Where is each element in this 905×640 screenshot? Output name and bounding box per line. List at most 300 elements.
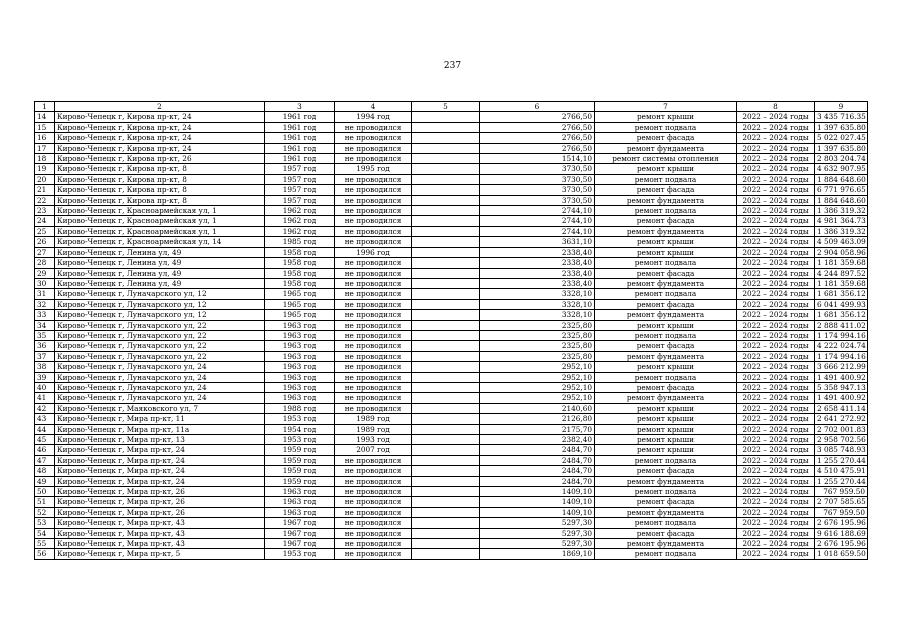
area-cell: 1514,10 [480,154,595,164]
last-repair-cell: не проводился [335,372,412,382]
table-row [35,320,868,330]
work-type-cell: ремонт подвала [595,206,737,216]
cost-cell: 6 041 499.93 [815,299,868,309]
table-row [35,382,868,392]
empty-cell [412,549,480,559]
build-year-cell: 1962 год [265,226,335,236]
area-cell: 2484,70 [480,455,595,465]
cost-cell: 2 707 585.65 [815,497,868,507]
table-row [35,206,868,216]
table-row [35,341,868,351]
table-row [35,362,868,372]
empty-cell [412,206,480,216]
row-number-cell: 42 [35,403,55,413]
build-year-cell: 1953 год [265,549,335,559]
header-cell: 8 [737,102,815,112]
build-year-cell: 1963 год [265,507,335,517]
empty-cell [412,403,480,413]
work-type-cell: ремонт крыши [595,445,737,455]
cost-cell: 6 771 976.65 [815,185,868,195]
last-repair-cell: не проводился [335,289,412,299]
address-cell: Кирово-Чепецк г, Красноармейская ул, 1 [55,216,265,226]
period-cell: 2022 – 2024 годы [737,455,815,465]
address-cell: Кирово-Чепецк г, Луначарского ул, 24 [55,382,265,392]
area-cell: 1409,10 [480,487,595,497]
area-cell: 2744,10 [480,216,595,226]
address-cell: Кирово-Чепецк г, Ленина ул, 49 [55,268,265,278]
work-type-cell: ремонт фундамента [595,351,737,361]
table-row [35,466,868,476]
cost-cell: 1 681 356.12 [815,310,868,320]
empty-cell [412,299,480,309]
empty-cell [412,112,480,122]
table-row [35,216,868,226]
row-number-cell: 44 [35,424,55,434]
row-number-cell: 30 [35,278,55,288]
last-repair-cell: не проводился [335,122,412,132]
header-row [35,102,868,112]
work-type-cell: ремонт подвала [595,487,737,497]
empty-cell [412,528,480,538]
build-year-cell: 1963 год [265,320,335,330]
build-year-cell: 1953 год [265,435,335,445]
period-cell: 2022 – 2024 годы [737,382,815,392]
build-year-cell: 1959 год [265,466,335,476]
table-row [35,143,868,153]
area-cell: 2175,70 [480,424,595,434]
table-row [35,310,868,320]
build-year-cell: 1967 год [265,518,335,528]
last-repair-cell: не проводился [335,393,412,403]
period-cell: 2022 – 2024 годы [737,237,815,247]
area-cell: 2338,40 [480,247,595,257]
table-row [35,445,868,455]
row-number-cell: 47 [35,455,55,465]
period-cell: 2022 – 2024 годы [737,476,815,486]
area-cell: 2325,80 [480,330,595,340]
address-cell: Кирово-Чепецк г, Луначарского ул, 24 [55,393,265,403]
row-number-cell: 49 [35,476,55,486]
registry-table [34,101,868,560]
area-cell: 1869,10 [480,549,595,559]
area-cell: 2338,40 [480,268,595,278]
area-cell: 5297,30 [480,539,595,549]
build-year-cell: 1957 год [265,195,335,205]
period-cell: 2022 – 2024 годы [737,258,815,268]
cost-cell: 4 509 463.09 [815,237,868,247]
work-type-cell: ремонт крыши [595,164,737,174]
row-number-cell: 45 [35,435,55,445]
area-cell: 2325,80 [480,320,595,330]
work-type-cell: ремонт подвала [595,258,737,268]
period-cell: 2022 – 2024 годы [737,268,815,278]
address-cell: Кирово-Чепецк г, Луначарского ул, 22 [55,341,265,351]
last-repair-cell: не проводился [335,195,412,205]
header-cell: 6 [480,102,595,112]
work-type-cell: ремонт крыши [595,424,737,434]
work-type-cell: ремонт подвала [595,455,737,465]
area-cell: 2766,50 [480,133,595,143]
cost-cell: 2 676 195.96 [815,518,868,528]
cost-cell: 767 959.50 [815,507,868,517]
empty-cell [412,487,480,497]
build-year-cell: 1963 год [265,497,335,507]
work-type-cell: ремонт фундамента [595,507,737,517]
build-year-cell: 1963 год [265,393,335,403]
period-cell: 2022 – 2024 годы [737,424,815,434]
area-cell: 2325,80 [480,341,595,351]
last-repair-cell: не проводился [335,154,412,164]
work-type-cell: ремонт фундамента [595,393,737,403]
build-year-cell: 1963 год [265,487,335,497]
address-cell: Кирово-Чепецк г, Мира пр-кт, 11 [55,414,265,424]
period-cell: 2022 – 2024 годы [737,466,815,476]
last-repair-cell: не проводился [335,258,412,268]
area-cell: 1409,10 [480,497,595,507]
work-type-cell: ремонт крыши [595,435,737,445]
table-row [35,185,868,195]
period-cell: 2022 – 2024 годы [737,299,815,309]
empty-cell [412,382,480,392]
table-row [35,237,868,247]
empty-cell [412,143,480,153]
period-cell: 2022 – 2024 годы [737,351,815,361]
build-year-cell: 1963 год [265,341,335,351]
address-cell: Кирово-Чепецк г, Луначарского ул, 12 [55,289,265,299]
header-cell: 2 [55,102,265,112]
page-number: 237 [443,61,462,71]
work-type-cell: ремонт подвала [595,372,737,382]
work-type-cell: ремонт фасада [595,268,737,278]
period-cell: 2022 – 2024 годы [737,528,815,538]
address-cell: Кирово-Чепецк г, Мира пр-кт, 43 [55,528,265,538]
period-cell: 2022 – 2024 годы [737,310,815,320]
empty-cell [412,237,480,247]
period-cell: 2022 – 2024 годы [737,206,815,216]
period-cell: 2022 – 2024 годы [737,445,815,455]
build-year-cell: 1965 год [265,299,335,309]
period-cell: 2022 – 2024 годы [737,414,815,424]
table-row [35,507,868,517]
table-row [35,455,868,465]
empty-cell [412,341,480,351]
period-cell: 2022 – 2024 годы [737,112,815,122]
period-cell: 2022 – 2024 годы [737,185,815,195]
row-number-cell: 38 [35,362,55,372]
row-number-cell: 51 [35,497,55,507]
area-cell: 2382,40 [480,435,595,445]
address-cell: Кирово-Чепецк г, Луначарского ул, 24 [55,372,265,382]
cost-cell: 1 397 635.80 [815,122,868,132]
empty-cell [412,164,480,174]
row-number-cell: 14 [35,112,55,122]
cost-cell: 4 244 897.52 [815,268,868,278]
address-cell: Кирово-Чепецк г, Луначарского ул, 12 [55,310,265,320]
empty-cell [412,278,480,288]
build-year-cell: 1958 год [265,278,335,288]
address-cell: Кирово-Чепецк г, Красноармейская ул, 1 [55,206,265,216]
area-cell: 2766,50 [480,143,595,153]
build-year-cell: 1963 год [265,372,335,382]
empty-cell [412,351,480,361]
last-repair-cell: не проводился [335,320,412,330]
period-cell: 2022 – 2024 годы [737,216,815,226]
area-cell: 3631,10 [480,237,595,247]
work-type-cell: ремонт фундамента [595,278,737,288]
build-year-cell: 1957 год [265,185,335,195]
table-row [35,278,868,288]
area-cell: 3730,50 [480,164,595,174]
empty-cell [412,518,480,528]
last-repair-cell: не проводился [335,549,412,559]
period-cell: 2022 – 2024 годы [737,133,815,143]
empty-cell [412,174,480,184]
work-type-cell: ремонт фасада [595,185,737,195]
row-number-cell: 46 [35,445,55,455]
empty-cell [412,268,480,278]
build-year-cell: 1959 год [265,445,335,455]
last-repair-cell: не проводился [335,351,412,361]
address-cell: Кирово-Чепецк г, Мира пр-кт, 24 [55,476,265,486]
build-year-cell: 1953 год [265,414,335,424]
table-row [35,393,868,403]
last-repair-cell: не проводился [335,487,412,497]
empty-cell [412,226,480,236]
row-number-cell: 20 [35,174,55,184]
period-cell: 2022 – 2024 годы [737,487,815,497]
row-number-cell: 48 [35,466,55,476]
cost-cell: 5 022 027.45 [815,133,868,143]
last-repair-cell: не проводился [335,299,412,309]
address-cell: Кирово-Чепецк г, Мира пр-кт, 43 [55,518,265,528]
period-cell: 2022 – 2024 годы [737,195,815,205]
work-type-cell: ремонт крыши [595,237,737,247]
address-cell: Кирово-Чепецк г, Кирова пр-кт, 8 [55,174,265,184]
period-cell: 2022 – 2024 годы [737,435,815,445]
build-year-cell: 1963 год [265,351,335,361]
table-row [35,414,868,424]
work-type-cell: ремонт фасада [595,216,737,226]
address-cell: Кирово-Чепецк г, Маяковского ул, 7 [55,403,265,413]
row-number-cell: 41 [35,393,55,403]
work-type-cell: ремонт фундамента [595,476,737,486]
last-repair-cell: не проводился [335,133,412,143]
area-cell: 3730,50 [480,195,595,205]
empty-cell [412,289,480,299]
work-type-cell: ремонт фасада [595,528,737,538]
address-cell: Кирово-Чепецк г, Кирова пр-кт, 8 [55,195,265,205]
row-number-cell: 22 [35,195,55,205]
cost-cell: 1 491 400.92 [815,372,868,382]
table-body [35,102,868,560]
period-cell: 2022 – 2024 годы [737,497,815,507]
address-cell: Кирово-Чепецк г, Луначарского ул, 22 [55,351,265,361]
cost-cell: 2 702 001.83 [815,424,868,434]
last-repair-cell: не проводился [335,403,412,413]
row-number-cell: 19 [35,164,55,174]
period-cell: 2022 – 2024 годы [737,372,815,382]
row-number-cell: 27 [35,247,55,257]
cost-cell: 1 181 359.68 [815,278,868,288]
area-cell: 2952,10 [480,382,595,392]
last-repair-cell: не проводился [335,382,412,392]
last-repair-cell: не проводился [335,143,412,153]
address-cell: Кирово-Чепецк г, Луначарского ул, 22 [55,330,265,340]
empty-cell [412,466,480,476]
cost-cell: 1 386 319.32 [815,206,868,216]
address-cell: Кирово-Чепецк г, Кирова пр-кт, 26 [55,154,265,164]
empty-cell [412,372,480,382]
work-type-cell: ремонт фундамента [595,539,737,549]
table-row [35,154,868,164]
empty-cell [412,539,480,549]
build-year-cell: 1965 год [265,289,335,299]
header-cell: 1 [35,102,55,112]
work-type-cell: ремонт подвала [595,330,737,340]
cost-cell: 2 803 204.74 [815,154,868,164]
address-cell: Кирово-Чепецк г, Мира пр-кт, 26 [55,497,265,507]
last-repair-cell: не проводился [335,216,412,226]
row-number-cell: 29 [35,268,55,278]
period-cell: 2022 – 2024 годы [737,122,815,132]
address-cell: Кирово-Чепецк г, Кирова пр-кт, 8 [55,164,265,174]
cost-cell: 1 174 994.16 [815,330,868,340]
row-number-cell: 37 [35,351,55,361]
area-cell: 2766,50 [480,122,595,132]
table-row [35,174,868,184]
row-number-cell: 34 [35,320,55,330]
last-repair-cell: 1994 год [335,112,412,122]
build-year-cell: 1965 год [265,310,335,320]
row-number-cell: 54 [35,528,55,538]
row-number-cell: 50 [35,487,55,497]
header-cell: 7 [595,102,737,112]
last-repair-cell: не проводился [335,539,412,549]
header-cell: 4 [335,102,412,112]
cost-cell: 2 658 411.14 [815,403,868,413]
empty-cell [412,435,480,445]
table-row [35,247,868,257]
build-year-cell: 1959 год [265,476,335,486]
work-type-cell: ремонт фасада [595,341,737,351]
address-cell: Кирово-Чепецк г, Кирова пр-кт, 24 [55,133,265,143]
table-row [35,487,868,497]
work-type-cell: ремонт крыши [595,320,737,330]
work-type-cell: ремонт крыши [595,112,737,122]
build-year-cell: 1954 год [265,424,335,434]
work-type-cell: ремонт крыши [595,403,737,413]
work-type-cell: ремонт фундамента [595,226,737,236]
period-cell: 2022 – 2024 годы [737,143,815,153]
area-cell: 2484,70 [480,445,595,455]
table-row [35,258,868,268]
cost-cell: 1 255 270.44 [815,455,868,465]
empty-cell [412,497,480,507]
build-year-cell: 1961 год [265,133,335,143]
last-repair-cell: не проводился [335,362,412,372]
address-cell: Кирово-Чепецк г, Луначарского ул, 22 [55,320,265,330]
period-cell: 2022 – 2024 годы [737,247,815,257]
cost-cell: 1 018 659.50 [815,549,868,559]
address-cell: Кирово-Чепецк г, Красноармейская ул, 14 [55,237,265,247]
build-year-cell: 1958 год [265,258,335,268]
area-cell: 2338,40 [480,278,595,288]
cost-cell: 3 085 748.93 [815,445,868,455]
last-repair-cell: не проводился [335,174,412,184]
period-cell: 2022 – 2024 годы [737,330,815,340]
last-repair-cell: 1989 год [335,414,412,424]
cost-cell: 767 959.50 [815,487,868,497]
address-cell: Кирово-Чепецк г, Кирова пр-кт, 24 [55,112,265,122]
work-type-cell: ремонт системы отопления [595,154,737,164]
address-cell: Кирово-Чепецк г, Ленина ул, 49 [55,278,265,288]
row-number-cell: 18 [35,154,55,164]
empty-cell [412,414,480,424]
address-cell: Кирово-Чепецк г, Мира пр-кт, 24 [55,466,265,476]
area-cell: 2484,70 [480,476,595,486]
address-cell: Кирово-Чепецк г, Кирова пр-кт, 24 [55,122,265,132]
table-row [35,299,868,309]
area-cell: 2952,10 [480,362,595,372]
empty-cell [412,133,480,143]
last-repair-cell: не проводился [335,341,412,351]
address-cell: Кирово-Чепецк г, Мира пр-кт, 43 [55,539,265,549]
cost-cell: 1 681 356.12 [815,289,868,299]
area-cell: 2766,50 [480,112,595,122]
work-type-cell: ремонт крыши [595,247,737,257]
cost-cell: 2 904 058.96 [815,247,868,257]
empty-cell [412,507,480,517]
address-cell: Кирово-Чепецк г, Луначарского ул, 12 [55,299,265,309]
build-year-cell: 1961 год [265,122,335,132]
build-year-cell: 1961 год [265,143,335,153]
last-repair-cell: не проводился [335,507,412,517]
last-repair-cell: не проводился [335,476,412,486]
cost-cell: 3 666 212.99 [815,362,868,372]
table-row [35,351,868,361]
header-cell: 9 [815,102,868,112]
table-row [35,164,868,174]
last-repair-cell: 1996 год [335,247,412,257]
last-repair-cell: не проводился [335,185,412,195]
table-row [35,226,868,236]
period-cell: 2022 – 2024 годы [737,507,815,517]
table-row [35,195,868,205]
work-type-cell: ремонт фундамента [595,310,737,320]
empty-cell [412,185,480,195]
row-number-cell: 21 [35,185,55,195]
area-cell: 3328,10 [480,289,595,299]
work-type-cell: ремонт подвала [595,289,737,299]
table-row [35,112,868,122]
address-cell: Кирово-Чепецк г, Кирова пр-кт, 24 [55,143,265,153]
table-row [35,435,868,445]
row-number-cell: 26 [35,237,55,247]
address-cell: Кирово-Чепецк г, Мира пр-кт, 13 [55,435,265,445]
area-cell: 5297,30 [480,528,595,538]
table-row [35,133,868,143]
work-type-cell: ремонт фасада [595,497,737,507]
empty-cell [412,330,480,340]
cost-cell: 1 386 319.32 [815,226,868,236]
cost-cell: 2 641 272.92 [815,414,868,424]
period-cell: 2022 – 2024 годы [737,362,815,372]
last-repair-cell: не проводился [335,528,412,538]
last-repair-cell: 1995 год [335,164,412,174]
cost-cell: 3 435 716.35 [815,112,868,122]
area-cell: 5297,30 [480,518,595,528]
area-cell: 1409,10 [480,507,595,517]
